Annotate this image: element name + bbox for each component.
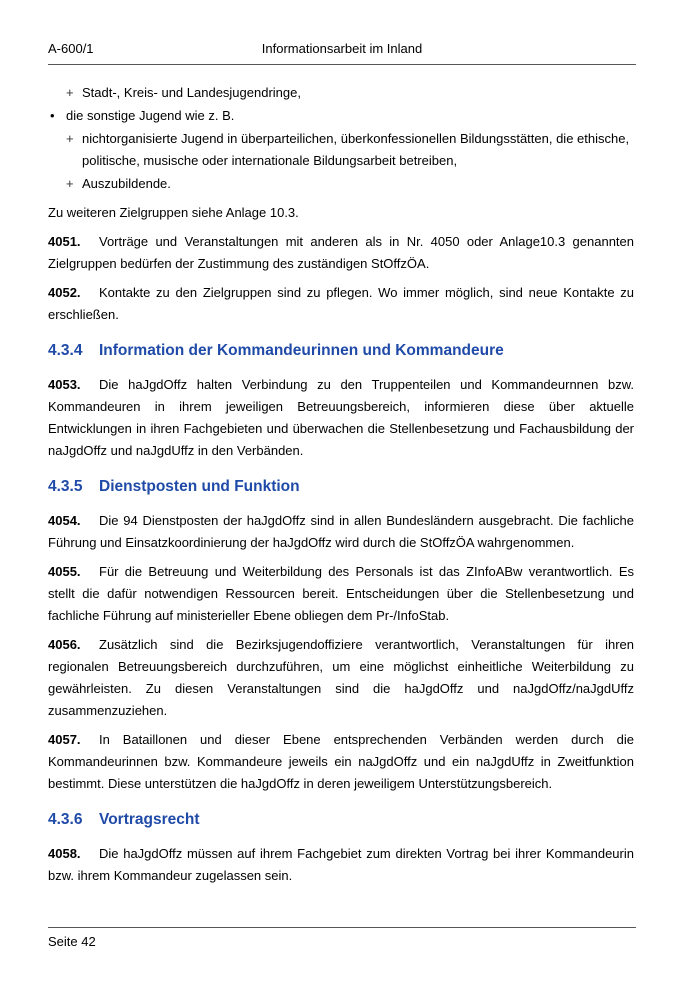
paragraph-text: Vorträge und Veranstaltungen mit anderen als in Nr. 4050 oder Anlage10.3 genannten Zielgruppen bedürfen der Zustimmung des zuständigen StOffzÖA. (48, 234, 634, 271)
paragraph-number: 4056. (48, 637, 81, 652)
list-item-text: die sonstige Jugend wie z. B. (66, 108, 235, 123)
paragraph-number: 4053. (48, 377, 81, 392)
paragraph-4054 (48, 510, 634, 554)
section-heading-4-3-5 (48, 476, 634, 498)
section-heading-4-3-4 (48, 340, 634, 362)
plus-marker-icon: + (66, 176, 74, 191)
paragraph-4056 (48, 634, 634, 722)
paragraph-text: Die haJgdOffz müssen auf ihrem Fachgebiet zum direkten Vortrag bei ihrer Kommandeurin bzw. ihrem Kommandeur zugelassen sein. (48, 846, 634, 883)
bullet-marker-icon: • (50, 108, 55, 123)
paragraph-4057 (48, 729, 634, 795)
paragraph-text: Die haJgdOffz halten Verbindung zu den Truppenteilen und Kommandeurnnen bzw. Kommandeuren in ihrem jeweiligen Betreuungsbereich, informieren diese über aktuelle Entwicklungen in ihren Fachgebieten und überwachen die Stellenbesetzung und Fachausbildung der naJgdOffz und naJgdUffz in den Verbänden. (48, 377, 634, 458)
footer-rule (48, 927, 636, 928)
paragraph-number: 4058. (48, 846, 81, 861)
note-text: Zu weiteren Zielgruppen siehe Anlage 10.3. (48, 205, 299, 220)
list-item (48, 173, 634, 195)
list-item-text: Stadt-, Kreis- und Landesjugendringe, (82, 85, 301, 100)
section-title: Information der Kommandeurinnen und Kommandeure (99, 342, 504, 359)
list-item-text: nichtorganisierte Jugend in überparteilichen, überkonfessionellen Bildungsstätten, die ethische, politische, musische oder internationale Bildungsarbeit betreiben, (82, 131, 630, 168)
header-title: Informationsarbeit im Inland (261, 41, 423, 56)
section-title: Dienstposten und Funktion (99, 478, 300, 495)
list-item-text: Auszubildende. (82, 176, 171, 191)
paragraph-number: 4054. (48, 513, 81, 528)
paragraph-number: 4057. (48, 732, 81, 747)
section-number: 4.3.4 (48, 342, 83, 359)
paragraph-4052 (48, 282, 634, 326)
paragraph-text: Kontakte zu den Zielgruppen sind zu pflegen. Wo immer möglich, sind neue Kontakte zu erschließen. (48, 285, 634, 322)
page-content (48, 82, 634, 887)
paragraph-4053 (48, 374, 634, 462)
paragraph-number: 4055. (48, 564, 81, 579)
paragraph-number: 4052. (48, 285, 81, 300)
paragraph-text: Für die Betreuung und Weiterbildung des Personals ist das ZInfoABw verantwortlich. Es stellt die dafür notwendigen Ressourcen bereit. Entscheidungen über die Stellenbesetzung und fachliche Führung auf ministerieller Ebene obliegen dem Pr-/InfoStab. (48, 564, 634, 623)
paragraph-4055 (48, 561, 634, 627)
section-number: 4.3.6 (48, 811, 83, 828)
header-rule (48, 64, 636, 65)
list-item (48, 105, 634, 127)
plus-marker-icon: + (66, 131, 74, 146)
paragraph-text: Zusätzlich sind die Bezirksjugendoffiziere verantwortlich, Veranstaltungen für ihren regionalen Betreuungsbereich durchzuführen, um eine möglichst einheitliche Weiterbildung zu gewährleisten. Zu diesen Veranstaltungen sind die haJgdOffz und naJgdOffz/naJgdUffz zusammenzuziehen. (48, 637, 634, 718)
section-title: Vortragsrecht (99, 811, 200, 828)
section-number: 4.3.5 (48, 478, 83, 495)
list-item (48, 82, 634, 104)
page-header (48, 38, 636, 60)
paragraph-4058 (48, 843, 634, 887)
paragraph-4051 (48, 231, 634, 275)
paragraph-text: In Bataillonen und dieser Ebene entsprechenden Verbänden werden durch die Kommandeurinnen bzw. Kommandeure jeweils ein naJgdOffz und ein naJgdUffz in Zweitfunktion bestimmt. Diese unterstützen die haJgdOffz in deren jeweiligem Unterstützungsbereich. (48, 732, 634, 791)
page-number: Seite 42 (48, 934, 96, 949)
paragraph-text: Die 94 Dienstposten der haJgdOffz sind in allen Bundesländern ausgebracht. Die fachliche Führung und Einsatzkoordinierung der haJgdOffz wird durch die StOffzÖA wahrgenommen. (48, 513, 634, 550)
section-heading-4-3-6 (48, 809, 634, 831)
paragraph-number: 4051. (48, 234, 81, 249)
list-item (48, 128, 634, 172)
document-code: A-600/1 (48, 41, 94, 56)
plus-marker-icon: + (66, 85, 74, 100)
